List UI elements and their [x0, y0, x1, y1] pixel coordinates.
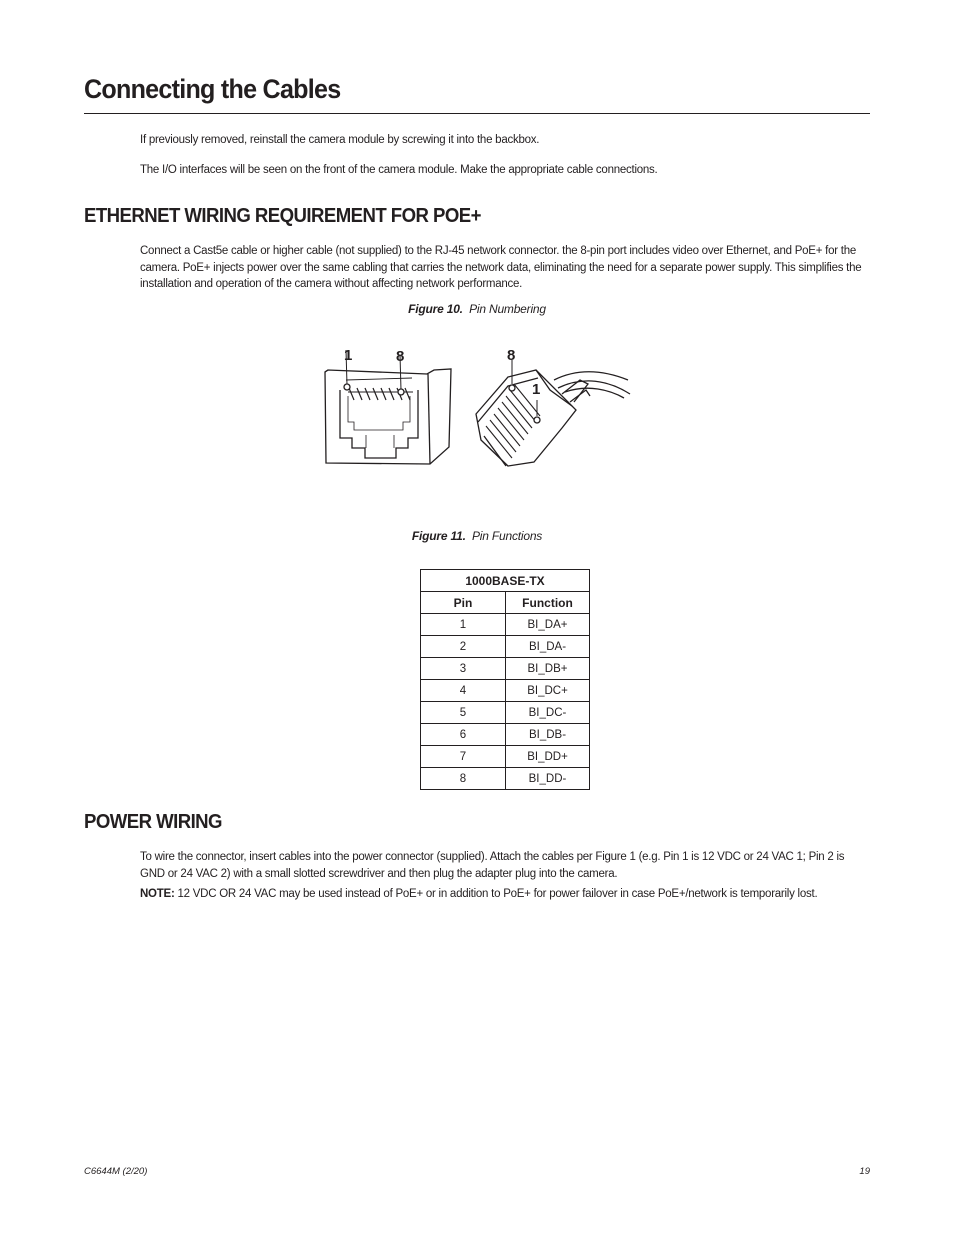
jack-pin-1-label: 1: [344, 347, 353, 364]
pin-cell: 7: [421, 746, 506, 768]
pin-cell: 2: [421, 636, 506, 658]
jack-pin-8-label: 8: [396, 348, 405, 365]
table-title: 1000BASE-TX: [421, 570, 590, 592]
figure-10-title: Pin Numbering: [469, 302, 546, 316]
function-cell: BI_DA-: [506, 636, 590, 658]
figure-11-title: Pin Functions: [471, 529, 543, 543]
table-row: [421, 746, 590, 768]
pin-numbering-figure: [318, 340, 638, 480]
function-cell: BI_DA+: [506, 614, 590, 636]
table-header-row: [421, 592, 590, 614]
function-cell: BI_DC-: [506, 702, 590, 724]
pin-cell: 1: [421, 614, 506, 636]
ethernet-section-body: Connect a Cast5e cable or higher cable (not supplied) to the RJ-45 network connector. the 8-pin port includes video over Ethernet, and PoE+ for the camera. PoE+ injects power over the same cabling that carries the network data, eliminating the need for a separate power supply. This simplifies the installation and operation of the camera without affecting network performance.: [140, 245, 862, 290]
intro-paragraph-1: If previously removed, reinstall the camera module by screwing it into the backbox.: [140, 134, 540, 146]
table-title-row: [421, 570, 590, 592]
pin-cell: 8: [421, 768, 506, 790]
function-cell: BI_DC+: [506, 680, 590, 702]
function-cell: BI_DB-: [506, 724, 590, 746]
pin-cell: 6: [421, 724, 506, 746]
pin-cell: 5: [421, 702, 506, 724]
function-cell: BI_DD+: [506, 746, 590, 768]
plug-pin-8-label: 8: [507, 347, 516, 364]
function-cell: BI_DD-: [506, 768, 590, 790]
table-row: [421, 768, 590, 790]
figure-11-label: Figure 11.: [411, 529, 466, 543]
column-header-function: Function: [506, 592, 590, 614]
title-rule: [84, 113, 870, 114]
footer-page-number: 19: [859, 1166, 870, 1177]
figure-11-caption: [0, 529, 954, 543]
intro-paragraph-2: The I/O interfaces will be seen on the front of the camera module. Make the appropriate cable connections.: [140, 164, 658, 176]
figure-10-caption: [0, 302, 954, 316]
page-title: Connecting the Cables: [84, 74, 341, 104]
table-row: [421, 614, 590, 636]
rj45-plug-drawing: [476, 360, 630, 466]
figure-10-label: Figure 10.: [408, 302, 463, 316]
note-text: 12 VDC OR 24 VAC may be used instead of PoE+ or in addition to PoE+ for power failover in case PoE+/network is temporarily lost.: [174, 888, 818, 900]
power-section-heading: POWER WIRING: [84, 811, 222, 833]
function-cell: BI_DB+: [506, 658, 590, 680]
plug-pin-1-label: 1: [532, 381, 541, 398]
pin-functions-table: [420, 569, 590, 790]
footer-doc-code: C6644M (2/20): [84, 1166, 148, 1177]
table-row: [421, 636, 590, 658]
ethernet-section-heading: ETHERNET WIRING REQUIREMENT FOR POE+: [84, 205, 481, 227]
note-label: NOTE:: [140, 888, 175, 900]
column-header-pin: Pin: [421, 592, 506, 614]
pin-cell: 3: [421, 658, 506, 680]
table-row: [421, 724, 590, 746]
pin-cell: 4: [421, 680, 506, 702]
rj45-jack-drawing: [325, 350, 451, 464]
power-note: [140, 886, 870, 903]
power-section-body: To wire the connector, insert cables into the power connector (supplied). Attach the cables per Figure 1 (e.g. Pin 1 is 12 VDC or 24 VAC 1; Pin 2 is GND or 24 VAC 2) with a small slotted screwdriver and then plug the adapter plug into the camera.: [140, 851, 845, 880]
table-row: [421, 702, 590, 724]
table-row: [421, 680, 590, 702]
table-row: [421, 658, 590, 680]
